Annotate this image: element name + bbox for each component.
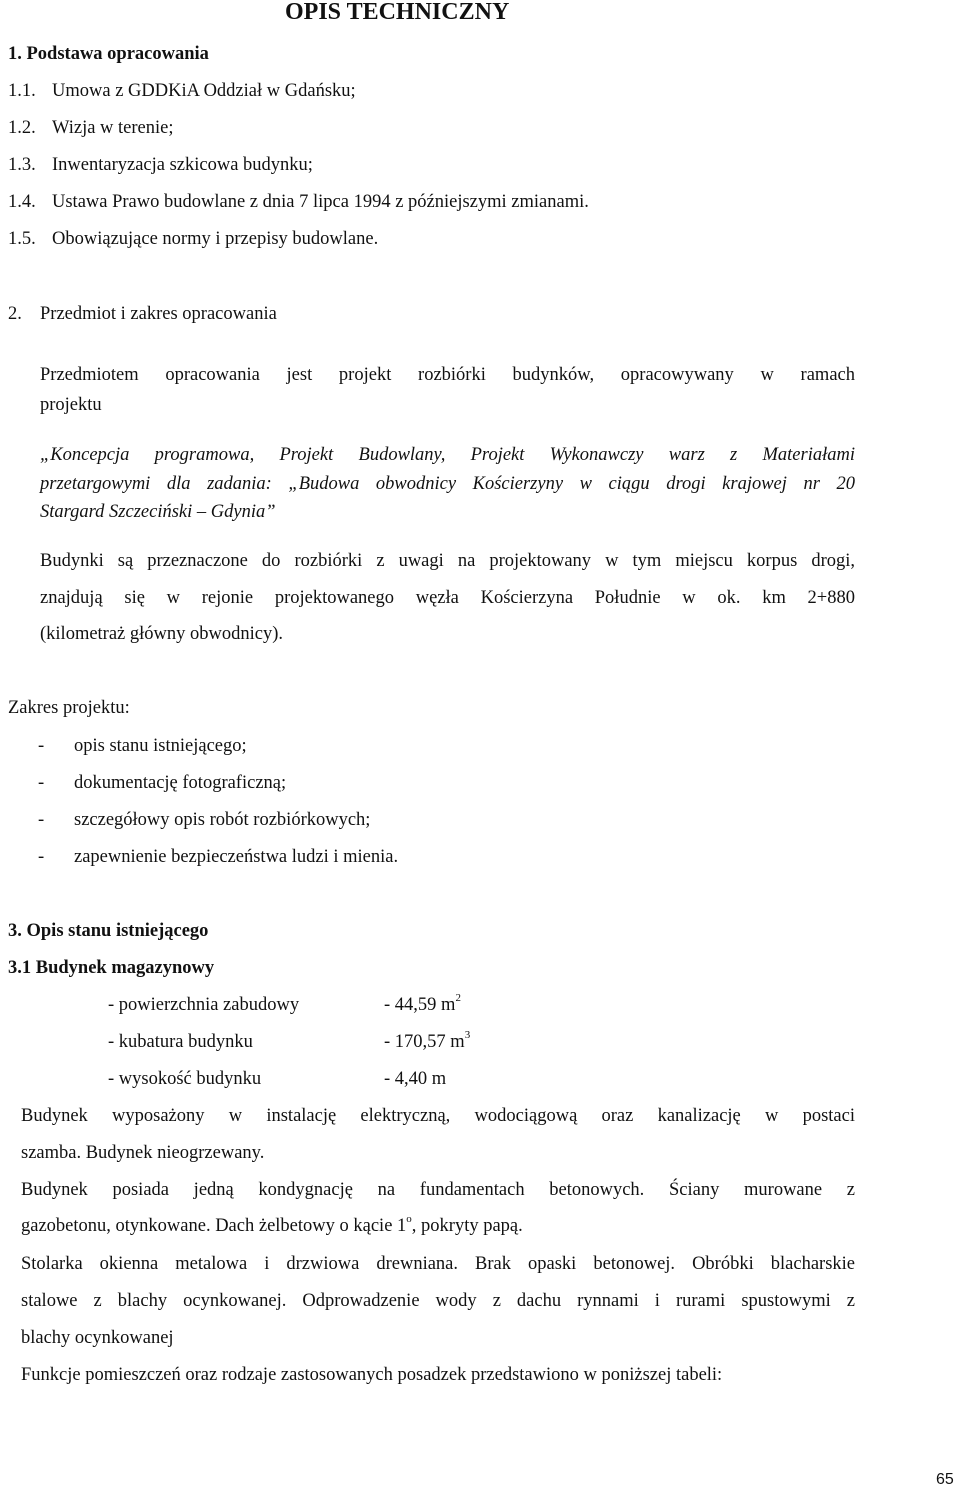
scope-label: Zakres projektu: — [8, 698, 130, 718]
degree-mark: o — [406, 1213, 412, 1225]
param-label: - wysokość budynku — [108, 1069, 262, 1089]
project-title-line-1: „Koncepcja programowa, Projekt Budowlany, Projekt Wykonawczy warz z Materiałami — [40, 445, 855, 465]
section-2-heading — [8, 305, 277, 324]
list-item — [8, 156, 313, 175]
intro-line-1: Przedmiotem opracowania jest projekt rozbiórki budynków, opracowywany w ramach — [40, 365, 855, 385]
page-number: 65 — [936, 1471, 954, 1488]
building-paragraph-2-line-2 — [21, 1213, 523, 1236]
building-paragraph-4-line-1: Funkcje pomieszczeń oraz rodzaje zastosowanych posadzek przedstawiono w poniższej tabeli: — [21, 1365, 723, 1385]
list-item-text: Inwentaryzacja szkicowa budynku; — [52, 155, 313, 175]
list-item-text: opis stanu istniejącego; — [74, 736, 247, 756]
list-item — [38, 848, 398, 867]
intro-line-2: projektu — [40, 395, 102, 415]
list-item-text: dokumentację fotograficzną; — [74, 773, 287, 793]
building-paragraph-3-line-3: blachy ocynkowanej — [21, 1328, 174, 1348]
section-3-heading: 3. Opis stanu istniejącego — [8, 921, 209, 941]
list-item — [8, 119, 174, 138]
roof-text-end: , pokryty papą. — [411, 1216, 523, 1236]
document-title: OPIS TECHNICZNY — [285, 0, 510, 25]
section-2-number: 2. — [8, 304, 22, 324]
list-item-text: Ustawa Prawo budowlane z dnia 7 lipca 1994 z późniejszymi zmianami. — [52, 192, 589, 212]
building-paragraph-1-line-1: Budynek wyposażony w instalację elektryczną, wodociągową oraz kanalizację w postaci — [21, 1106, 855, 1126]
list-item-number: 1.1. — [8, 81, 36, 101]
list-item — [38, 774, 286, 793]
building-paragraph-2-line-1: Budynek posiada jedną kondygnację na fundamentach betonowych. Ściany murowane z — [21, 1180, 855, 1200]
list-item — [8, 193, 589, 212]
list-item-number: 1.4. — [8, 192, 36, 212]
list-item-text: Obowiązujące normy i przepisy budowlane. — [52, 229, 379, 249]
project-title-line-3: Stargard Szczeciński – Gdynia” — [40, 502, 276, 522]
section-2-title: Przedmiot i zakres opracowania — [40, 304, 277, 324]
param-value-text: - 170,57 m — [384, 1032, 465, 1052]
param-value — [384, 992, 461, 1015]
param-unit-exponent: 2 — [455, 992, 461, 1004]
list-item-text: zapewnienie bezpieczeństwa ludzi i mienia. — [74, 847, 399, 867]
paragraph-line-1: Budynki są przeznaczone do rozbiórki z uwagi na projektowany w tym miejscu korpus drogi, — [40, 551, 855, 571]
list-dash: - — [38, 810, 45, 830]
building-paragraph-3-line-2: stalowe z blachy ocynkowanej. Odprowadzenie wody z dachu rynnami i rurami spustowymi z — [21, 1291, 855, 1311]
list-item-text: szczegółowy opis robót rozbiórkowych; — [74, 810, 371, 830]
list-dash: - — [38, 773, 45, 793]
list-dash: - — [38, 847, 45, 867]
paragraph-line-2: znajdują się w rejonie projektowanego węzła Kościerzyna Południe w ok. km 2+880 — [40, 588, 855, 608]
list-item-number: 1.2. — [8, 118, 36, 138]
list-item — [38, 737, 247, 756]
list-item-text: Umowa z GDDKiA Oddział w Gdańsku; — [52, 81, 356, 101]
list-item-number: 1.5. — [8, 229, 36, 249]
section-3-1-heading: 3.1 Budynek magazynowy — [8, 958, 215, 978]
list-dash: - — [38, 736, 45, 756]
list-item — [8, 230, 378, 249]
list-item-number: 1.3. — [8, 155, 36, 175]
param-label: - kubatura budynku — [108, 1032, 253, 1052]
param-unit-exponent: 3 — [464, 1029, 471, 1041]
param-value — [384, 1070, 446, 1089]
list-item — [38, 811, 370, 830]
list-item — [8, 82, 356, 101]
param-value-text: - 4,40 m — [384, 1069, 447, 1089]
building-paragraph-3-line-1: Stolarka okienna metalowa i drzwiowa drewniana. Brak opaski betonowej. Obróbki blacharskie — [21, 1254, 855, 1274]
section-1-heading: 1. Podstawa opracowania — [8, 44, 209, 64]
param-value — [384, 1029, 471, 1052]
paragraph-line-3: (kilometraż główny obwodnicy). — [40, 624, 284, 644]
param-value-text: - 44,59 m — [384, 995, 456, 1015]
roof-text: gazobetonu, otynkowane. Dach żelbetowy o kącie 1 — [21, 1216, 407, 1236]
building-paragraph-1-line-2: szamba. Budynek nieogrzewany. — [21, 1143, 265, 1163]
project-title-line-2: przetargowymi dla zadania: „Budowa obwodnicy Kościerzyny w ciągu drogi krajowej nr 20 — [40, 474, 855, 494]
list-item-text: Wizja w terenie; — [52, 118, 174, 138]
param-label: - powierzchnia zabudowy — [108, 995, 300, 1015]
